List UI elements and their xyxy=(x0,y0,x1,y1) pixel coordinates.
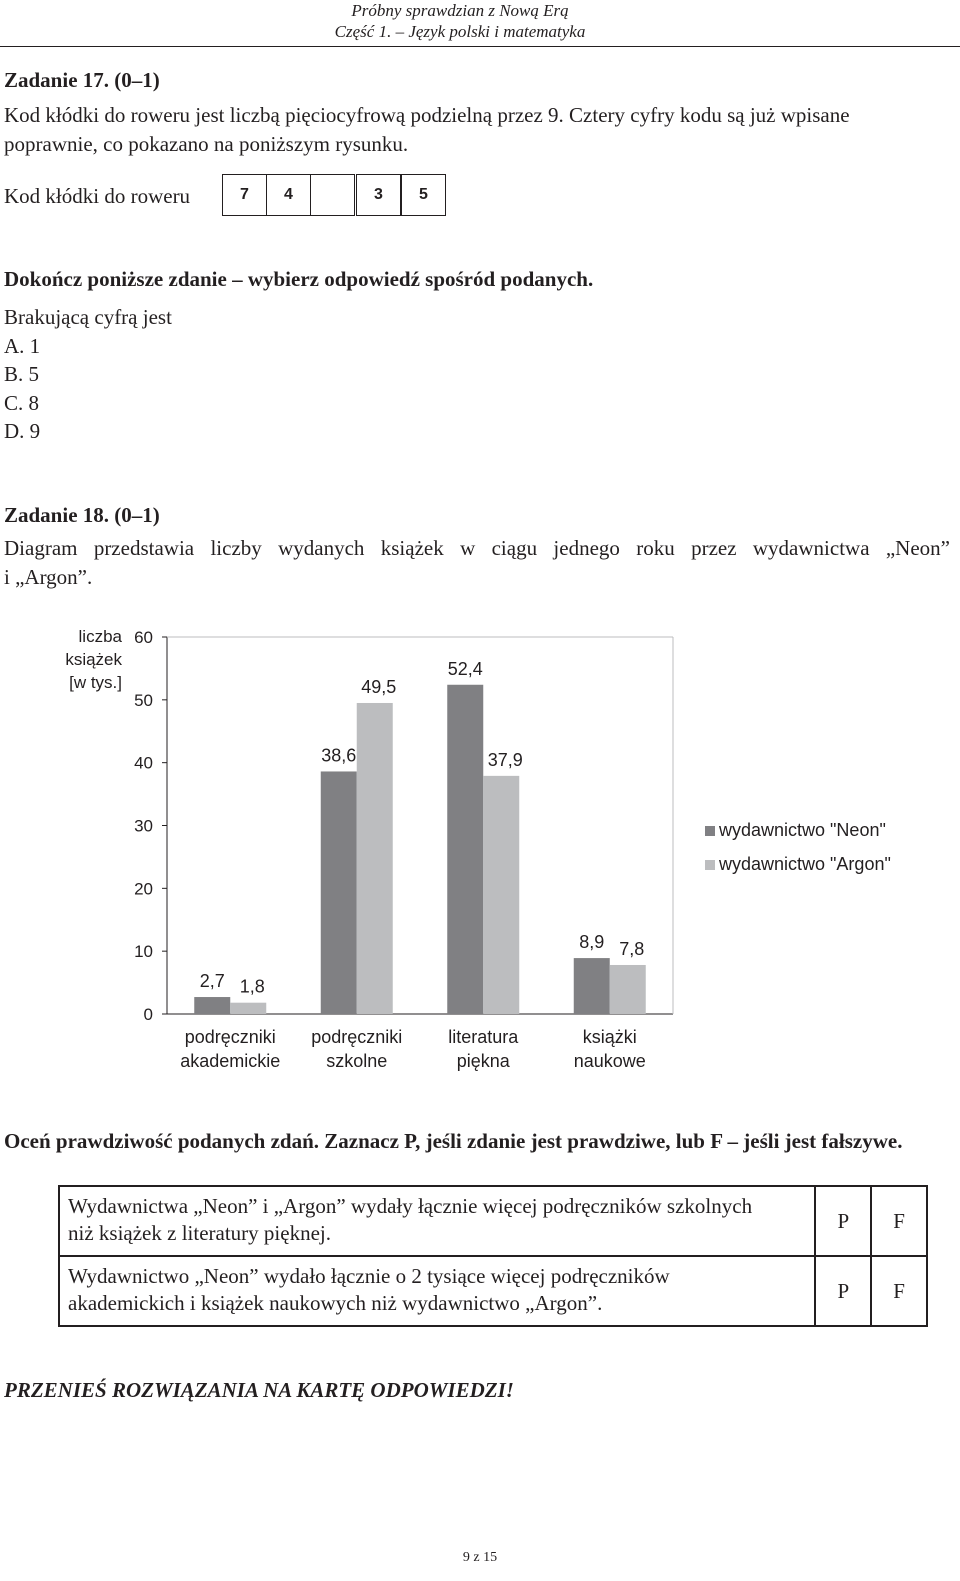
y-axis-label-line: [w tys.] xyxy=(69,673,122,692)
data-label: 1,8 xyxy=(239,976,265,997)
y-tick-label: 40 xyxy=(134,753,153,773)
bar xyxy=(447,685,483,1014)
x-tick-label: szkolne xyxy=(326,1051,388,1071)
statement-1 xyxy=(59,1186,815,1256)
x-tick-label: piękna xyxy=(456,1051,510,1071)
legend-label-neon: wydawnictwo "Neon" xyxy=(719,820,886,840)
bar xyxy=(230,1003,266,1014)
bar xyxy=(357,703,393,1014)
task-18-intro-line-2: i „Argon”. xyxy=(4,565,93,589)
x-tick-label: literatura xyxy=(448,1027,519,1047)
header-divider xyxy=(0,46,960,47)
statement-2 xyxy=(59,1256,815,1326)
legend-argon xyxy=(705,854,891,875)
task-17-intro-line-1: Kod kłódki do roweru jest liczbą pięciocyfrową podzielną przez 9. Cztery cyfry kodu są już wpisane xyxy=(4,103,850,127)
y-tick-label: 0 xyxy=(143,1005,153,1024)
true-false-table xyxy=(58,1185,928,1327)
statement-2-false[interactable]: F xyxy=(871,1256,927,1326)
legend-swatch-argon xyxy=(705,860,715,870)
task-17-stem: Brakującą cyfrą jest xyxy=(4,305,172,329)
legend-neon xyxy=(705,820,886,841)
data-label: 2,7 xyxy=(199,971,225,992)
option-c[interactable]: C. 8 xyxy=(4,391,40,415)
y-tick-label: 60 xyxy=(134,628,153,647)
statement-1-false[interactable]: F xyxy=(871,1186,927,1256)
task-17-intro-line-2: poprawnie, co pokazano na poniższym rysunku. xyxy=(4,132,409,156)
y-axis-label-line: liczba xyxy=(78,627,122,646)
statement-1-true[interactable]: P xyxy=(815,1186,871,1256)
x-tick-label: naukowe xyxy=(573,1051,646,1071)
task-17-instruction: Dokończ poniższe zdanie – wybierz odpowiedź spośród podanych. xyxy=(4,267,594,291)
statement-2-line-1: Wydawnictwo „Neon” wydało łącznie o 2 tysiące więcej podręczników xyxy=(68,1264,670,1288)
option-a[interactable]: A. 1 xyxy=(4,334,41,358)
header-line-2: Część 1. – Język polski i matematyka xyxy=(334,22,586,41)
task-17-title: Zadanie 17. (0–1) xyxy=(4,68,160,92)
statement-2-line-2: akademickich i książek naukowych niż wydawnictwo „Argon”. xyxy=(68,1291,603,1315)
statement-row-2 xyxy=(59,1256,927,1326)
data-label: 8,9 xyxy=(579,932,605,953)
page-header xyxy=(300,0,620,42)
code-digit-3-missing xyxy=(310,174,355,216)
option-d[interactable]: D. 9 xyxy=(4,419,41,443)
y-tick-label: 30 xyxy=(134,816,153,836)
y-tick-label: 50 xyxy=(134,690,153,710)
transfer-reminder: PRZENIEŚ ROZWIĄZANIA NA KARTĘ ODPOWIEDZI! xyxy=(4,1378,514,1402)
x-tick-label: podręczniki xyxy=(184,1027,276,1047)
data-label: 38,6 xyxy=(321,745,357,766)
x-tick-label: podręczniki xyxy=(311,1027,403,1047)
bar xyxy=(483,776,519,1014)
option-b[interactable]: B. 5 xyxy=(4,362,40,386)
y-axis-label-line: książek xyxy=(65,650,122,669)
y-tick-label: 10 xyxy=(134,942,153,962)
statement-2-true[interactable]: P xyxy=(815,1256,871,1326)
task-18-title: Zadanie 18. (0–1) xyxy=(4,503,160,527)
statement-row-1 xyxy=(59,1186,927,1256)
statement-1-line-1: Wydawnictwa „Neon” i „Argon” wydały łącznie więcej podręczników szkolnych xyxy=(68,1194,753,1218)
data-label: 49,5 xyxy=(361,676,397,697)
data-label: 37,9 xyxy=(487,749,523,770)
bar xyxy=(610,965,646,1014)
task-18-instruction: Oceń prawdziwość podanych zdań. Zaznacz P, jeśli zdanie jest prawdziwe, lub F – jeśli jest fałszywe. xyxy=(4,1129,903,1153)
task-18-intro-line-1: Diagram przedstawia liczby wydanych książek w ciągu jednego roku przez wydawnictwa „Neon” xyxy=(4,536,950,560)
code-digit-4: 3 xyxy=(356,174,401,216)
legend-swatch-neon xyxy=(705,826,715,836)
x-tick-label: akademickie xyxy=(180,1051,281,1071)
legend-label-argon: wydawnictwo "Argon" xyxy=(719,854,891,874)
page-number: 9 z 15 xyxy=(462,1550,498,1565)
code-digit-5: 5 xyxy=(401,174,446,216)
header-line-1: Próbny sprawdzian z Nową Erą xyxy=(351,1,569,20)
code-digit-2: 4 xyxy=(266,174,311,216)
data-label: 52,4 xyxy=(447,658,483,679)
bar xyxy=(194,997,230,1014)
y-tick-label: 20 xyxy=(134,879,153,899)
code-digit-1: 7 xyxy=(222,174,267,216)
x-tick-label: książki xyxy=(582,1027,637,1047)
code-label: Kod kłódki do roweru xyxy=(4,184,191,208)
statement-1-line-2: niż książek z literatury pięknej. xyxy=(68,1221,331,1245)
bar xyxy=(321,771,357,1014)
data-label: 7,8 xyxy=(619,938,645,959)
bar xyxy=(574,958,610,1014)
